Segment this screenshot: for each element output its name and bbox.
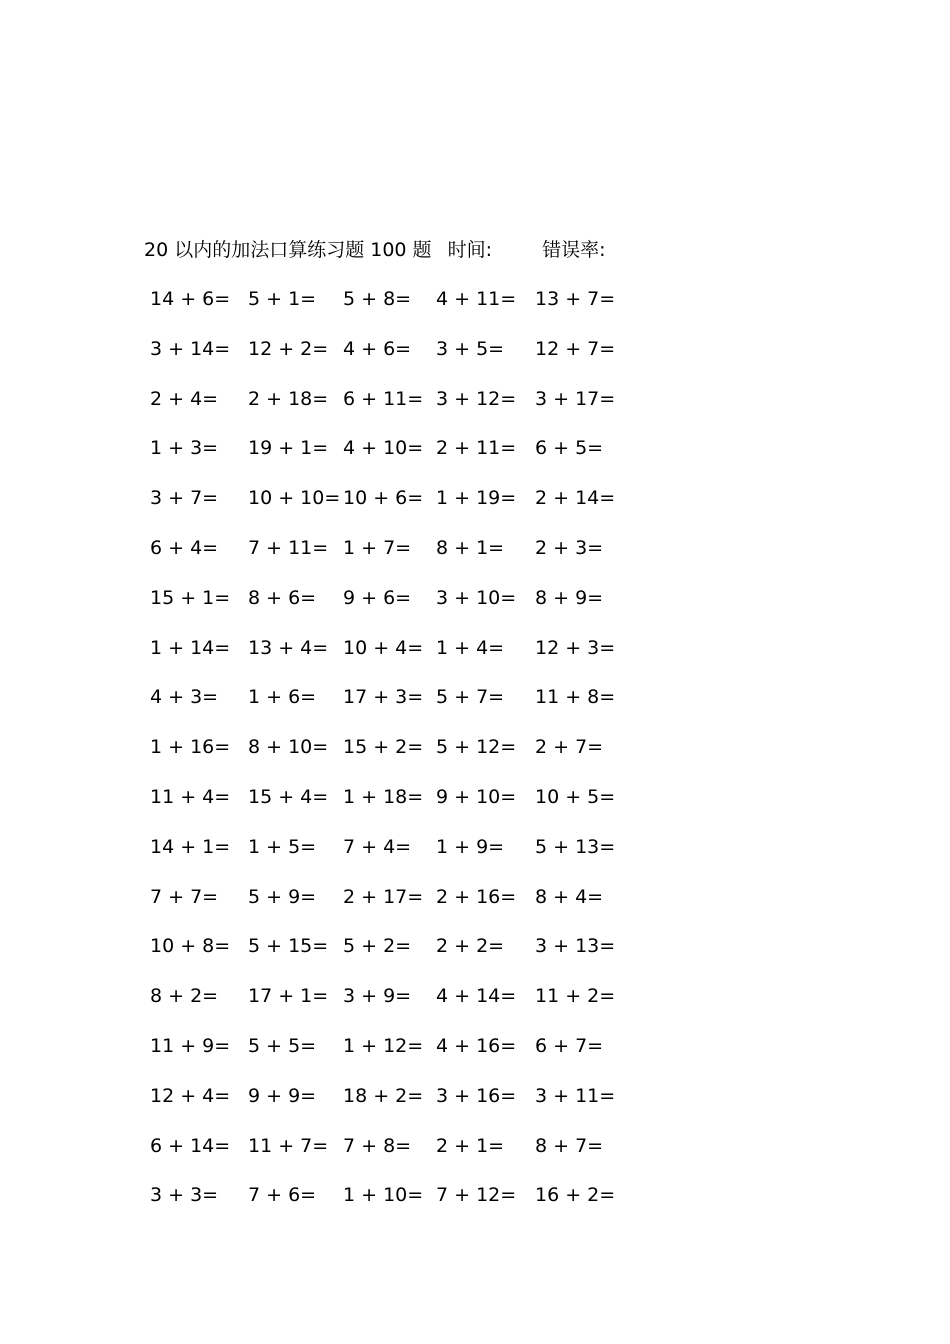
problem-item: 5 + 13= [535, 835, 616, 858]
problem-item: 5 + 7= [436, 686, 505, 709]
problem-row [0, 1180, 950, 1230]
problem-item: 1 + 5= [248, 835, 317, 858]
problem-item: 4 + 3= [150, 686, 219, 709]
problem-grid [0, 284, 950, 1230]
problem-item: 17 + 1= [248, 985, 329, 1008]
problem-item: 10 + 6= [343, 487, 424, 510]
problem-item: 10 + 10= [248, 487, 341, 510]
problem-row [0, 981, 950, 1031]
problem-row [0, 931, 950, 981]
problem-item: 2 + 7= [535, 736, 604, 759]
problem-item: 1 + 6= [248, 686, 317, 709]
problem-item: 2 + 2= [436, 935, 505, 958]
problem-item: 1 + 10= [343, 1184, 424, 1207]
problem-item: 5 + 8= [343, 288, 412, 310]
problem-item: 2 + 4= [150, 387, 219, 410]
problem-row [0, 732, 950, 782]
problem-item: 3 + 10= [436, 586, 517, 609]
problem-item: 18 + 2= [343, 1084, 424, 1107]
problem-item: 9 + 9= [248, 1084, 317, 1107]
problem-item: 11 + 8= [535, 686, 616, 709]
problem-item: 1 + 18= [343, 785, 424, 808]
problem-item: 7 + 12= [436, 1184, 517, 1207]
problem-item: 3 + 17= [535, 387, 616, 410]
problem-item: 12 + 4= [150, 1084, 231, 1107]
problem-item: 11 + 7= [248, 1134, 329, 1157]
problem-item: 4 + 14= [436, 985, 517, 1008]
problem-item: 2 + 18= [248, 387, 329, 410]
problem-item: 3 + 3= [150, 1184, 219, 1207]
error-rate-label: 错误率: [542, 239, 606, 261]
problem-row [0, 1131, 950, 1181]
problem-item: 12 + 2= [248, 337, 329, 360]
problem-item: 4 + 10= [343, 437, 424, 460]
problem-item: 1 + 16= [150, 736, 231, 759]
problem-item: 7 + 8= [343, 1134, 412, 1157]
problem-item: 3 + 7= [150, 487, 219, 510]
problem-item: 1 + 19= [436, 487, 517, 510]
time-label: 时间: [447, 239, 493, 261]
problem-item: 6 + 5= [535, 437, 604, 460]
problem-item: 8 + 9= [535, 586, 604, 609]
problem-item: 12 + 3= [535, 636, 616, 659]
problem-row [0, 882, 950, 932]
problem-item: 15 + 1= [150, 586, 231, 609]
problem-item: 5 + 9= [248, 885, 317, 908]
problem-item: 13 + 4= [248, 636, 329, 659]
problem-item: 4 + 11= [436, 288, 517, 310]
worksheet-title: 20 以内的加法口算练习题 100 题 [144, 239, 432, 261]
problem-row [0, 1031, 950, 1081]
problem-item: 10 + 8= [150, 935, 231, 958]
problem-row [0, 1081, 950, 1131]
problem-item: 3 + 5= [436, 337, 505, 360]
problem-item: 6 + 11= [343, 387, 424, 410]
problem-item: 1 + 4= [436, 636, 505, 659]
problem-row [0, 583, 950, 633]
problem-item: 8 + 2= [150, 985, 219, 1008]
problem-item: 11 + 9= [150, 1034, 231, 1057]
problem-row [0, 384, 950, 434]
problem-item: 6 + 4= [150, 536, 219, 559]
problem-item: 9 + 10= [436, 785, 517, 808]
problem-row [0, 433, 950, 483]
problem-item: 2 + 1= [436, 1134, 505, 1157]
problem-item: 5 + 12= [436, 736, 517, 759]
problem-item: 10 + 5= [535, 785, 616, 808]
problem-item: 5 + 5= [248, 1034, 317, 1057]
problem-item: 2 + 3= [535, 536, 604, 559]
problem-item: 8 + 1= [436, 536, 505, 559]
problem-item: 7 + 11= [248, 536, 329, 559]
problem-item: 7 + 7= [150, 885, 219, 908]
problem-item: 13 + 7= [535, 288, 616, 310]
problem-item: 1 + 14= [150, 636, 231, 659]
problem-item: 17 + 3= [343, 686, 424, 709]
problem-item: 3 + 13= [535, 935, 616, 958]
problem-item: 2 + 17= [343, 885, 424, 908]
problem-item: 1 + 3= [150, 437, 219, 460]
problem-item: 6 + 7= [535, 1034, 604, 1057]
problem-item: 14 + 6= [150, 288, 231, 310]
problem-item: 10 + 4= [343, 636, 424, 659]
problem-item: 15 + 4= [248, 785, 329, 808]
problem-item: 5 + 2= [343, 935, 412, 958]
problem-item: 1 + 7= [343, 536, 412, 559]
problem-item: 11 + 4= [150, 785, 231, 808]
problem-item: 7 + 6= [248, 1184, 317, 1207]
problem-item: 16 + 2= [535, 1184, 616, 1207]
header [144, 234, 605, 266]
problem-item: 11 + 2= [535, 985, 616, 1008]
problem-item: 8 + 10= [248, 736, 329, 759]
problem-item: 8 + 4= [535, 885, 604, 908]
problem-item: 1 + 12= [343, 1034, 424, 1057]
problem-row [0, 533, 950, 583]
problem-row [0, 832, 950, 882]
problem-item: 2 + 14= [535, 487, 616, 510]
problem-item: 3 + 9= [343, 985, 412, 1008]
problem-item: 3 + 14= [150, 337, 231, 360]
problem-item: 6 + 14= [150, 1134, 231, 1157]
problem-item: 5 + 1= [248, 288, 317, 310]
problem-item: 4 + 6= [343, 337, 412, 360]
problem-row [0, 284, 950, 334]
problem-item: 4 + 16= [436, 1034, 517, 1057]
problem-row [0, 782, 950, 832]
problem-item: 14 + 1= [150, 835, 231, 858]
problem-row [0, 334, 950, 384]
problem-item: 3 + 16= [436, 1084, 517, 1107]
problem-item: 12 + 7= [535, 337, 616, 360]
problem-row [0, 682, 950, 732]
problem-item: 8 + 7= [535, 1134, 604, 1157]
problem-item: 8 + 6= [248, 586, 317, 609]
problem-item: 3 + 12= [436, 387, 517, 410]
problem-item: 2 + 11= [436, 437, 517, 460]
problem-item: 9 + 6= [343, 586, 412, 609]
problem-item: 1 + 9= [436, 835, 505, 858]
problem-item: 2 + 16= [436, 885, 517, 908]
problem-row [0, 633, 950, 683]
problem-item: 7 + 4= [343, 835, 412, 858]
problem-item: 5 + 15= [248, 935, 329, 958]
problem-row [0, 483, 950, 533]
problem-item: 3 + 11= [535, 1084, 616, 1107]
problem-item: 19 + 1= [248, 437, 329, 460]
problem-item: 15 + 2= [343, 736, 424, 759]
